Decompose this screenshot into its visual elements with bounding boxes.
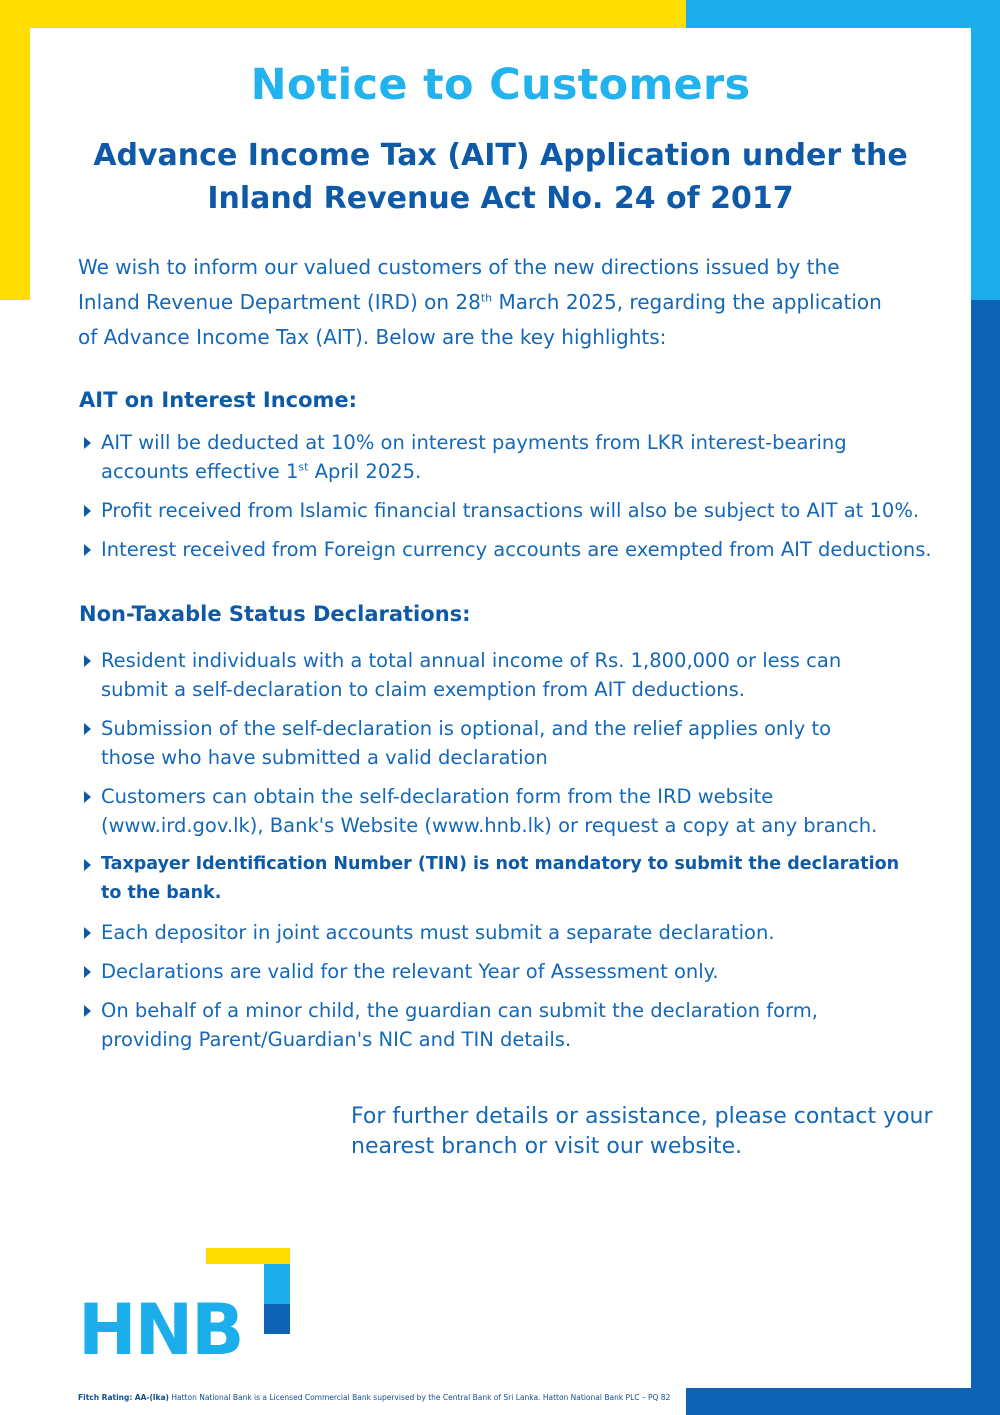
- bullet-triangle-icon: [84, 723, 91, 735]
- bullet-triangle-icon: [84, 966, 91, 978]
- bullet-triangle-icon: [84, 505, 91, 517]
- bullet-triangle-icon: [84, 544, 91, 556]
- section-heading-declarations: Non-Taxable Status Declarations:: [79, 602, 471, 626]
- fitch-rating-value: AA-(lka): [134, 1393, 169, 1402]
- footer-text: Hatton National Bank is a Licensed Commercial Bank supervised by the Central Bank of Sri Lanka.: [171, 1393, 541, 1402]
- logo-sky-bar: [264, 1264, 290, 1304]
- list-item: Resident individuals with a total annual income of Rs. 1,800,000 or less can submit a self-declaration to claim exemption from AIT deductions.: [82, 646, 967, 704]
- list-item: Declarations are valid for the relevant Year of Assessment only.: [82, 957, 967, 986]
- contact-line: For further details or assistance, please contact your: [351, 1104, 933, 1129]
- list-item: AIT will be deducted at 10% on interest payments from LKR interest-bearing accounts effective 1st April 2025.: [82, 428, 967, 486]
- logo-yellow-bar: [206, 1248, 290, 1264]
- list-item: Submission of the self-declaration is optional, and the relief applies only to those who have submitted a valid declaration: [82, 714, 967, 772]
- notice-title: Notice to Customers: [250, 60, 751, 110]
- list-item: Taxpayer Identification Number (TIN) is not mandatory to submit the declaration to the bank.: [82, 850, 967, 908]
- logo-text: HNB: [78, 1289, 243, 1356]
- subtitle-line: Inland Revenue Act No. 24 of 2017: [207, 181, 794, 216]
- intro-paragraph: [78, 250, 938, 355]
- contact-note: [351, 1102, 951, 1162]
- fitch-rating-label: Fitch Rating:: [78, 1393, 133, 1402]
- intro-line: Inland Revenue Department (IRD) on 28th March 2025, regarding the application: [78, 290, 882, 314]
- intro-line: of Advance Income Tax (AIT). Below are the key highlights:: [78, 325, 667, 349]
- subtitle-line: Advance Income Tax (AIT) Application under the: [93, 138, 908, 173]
- list-item: On behalf of a minor child, the guardian can submit the declaration form, providing Parent/Guardian's NIC and TIN details.: [82, 996, 967, 1054]
- notice-sheet: [30, 28, 971, 1402]
- intro-line: We wish to inform our valued customers of the new directions issued by the: [78, 255, 840, 279]
- list-item: Each depositor in joint accounts must submit a separate declaration.: [82, 918, 967, 947]
- bullet-triangle-icon: [84, 859, 91, 871]
- list-item: Customers can obtain the self-declaration form from the IRD website (www.ird.gov.lk), Bank's Website (www.hnb.lk) or request a copy at any branch.: [82, 782, 967, 840]
- hnb-logo: [78, 1246, 298, 1356]
- contact-line: nearest branch or visit our website.: [351, 1134, 743, 1159]
- logo-navy-bar: [264, 1304, 290, 1334]
- legal-footer: [78, 1393, 670, 1402]
- bullet-triangle-icon: [84, 791, 91, 803]
- ait-interest-list: [82, 428, 967, 574]
- section-heading-ait-interest: AIT on Interest Income:: [79, 388, 358, 412]
- bullet-triangle-icon: [84, 927, 91, 939]
- list-item: Profit received from Islamic financial transactions will also be subject to AIT at 10%.: [82, 496, 967, 525]
- footer-code: Hatton National Bank PLC – PQ 82: [542, 1393, 671, 1402]
- bullet-triangle-icon: [84, 1005, 91, 1017]
- declarations-list: [82, 646, 967, 1064]
- bullet-triangle-icon: [84, 437, 91, 449]
- notice-subtitle: [30, 134, 971, 220]
- bullet-triangle-icon: [84, 655, 91, 667]
- list-item: Interest received from Foreign currency accounts are exempted from AIT deductions.: [82, 535, 967, 564]
